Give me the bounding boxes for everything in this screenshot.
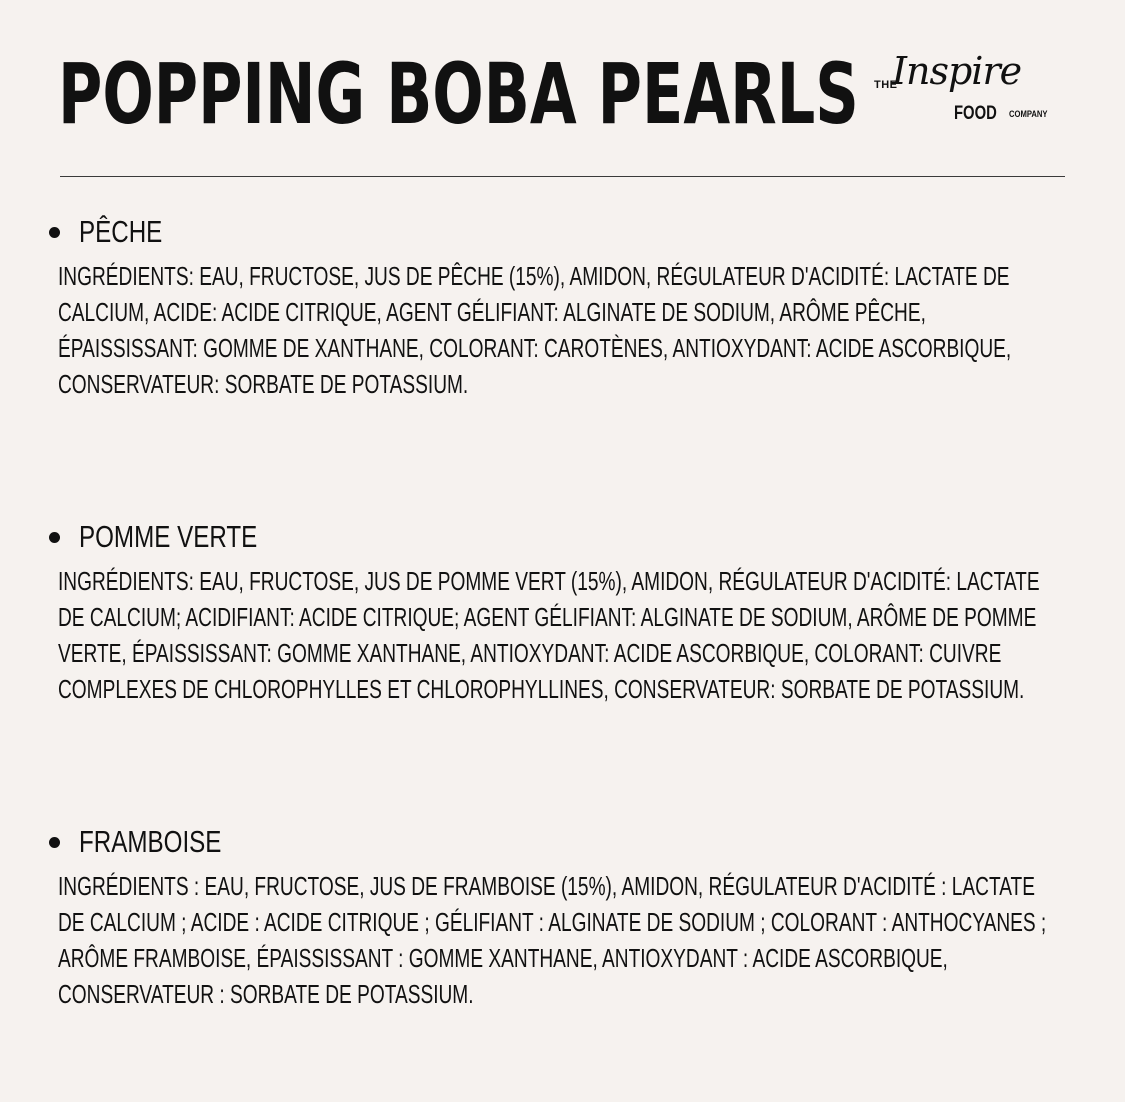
bullet-icon [49, 227, 60, 238]
ingredients-line: DE CALCIUM; ACIDIFIANT: ACIDE CITRIQUE; AGENT GÉLIFIANT: ALGINATE DE SODIUM, ARÔME DE POMME [58, 602, 1037, 632]
ingredients-line: INGRÉDIENTS : EAU, FRUCTOSE, JUS DE FRAMBOISE (15%), AMIDON, RÉGULATEUR D'ACIDITÉ : LACTATE [58, 871, 1035, 901]
brand-logo [870, 49, 1070, 132]
ingredients-line: COMPLEXES DE CHLOROPHYLLES ET CHLOROPHYLLINES, CONSERVATEUR: SORBATE DE POTASSIUM. [58, 674, 1025, 704]
section-heading: FRAMBOISE [79, 824, 222, 859]
bullet-icon [49, 532, 60, 543]
header-divider [60, 176, 1065, 177]
section-heading: PÊCHE [79, 214, 163, 249]
ingredients-line: DE CALCIUM ; ACIDE : ACIDE CITRIQUE ; GÉLIFIANT : ALGINATE DE SODIUM ; COLORANT : ANTHOCYANES ; [58, 907, 1047, 937]
ingredients-text [58, 563, 1125, 707]
section-heading: POMME VERTE [79, 519, 258, 554]
ingredients-line: INGRÉDIENTS: EAU, FRUCTOSE, JUS DE PÊCHE (15%), AMIDON, RÉGULATEUR D'ACIDITÉ: LACTATE DE [58, 261, 1010, 291]
logo-food-text: FOOD [954, 103, 997, 124]
ingredients-line: ARÔME FRAMBOISE, ÉPAISSISSANT : GOMME XANTHANE, ANTIOXYDANT : ACIDE ASCORBIQUE, [58, 943, 948, 973]
logo-the-text: THE [874, 79, 898, 91]
ingredients-text [58, 258, 1125, 402]
ingredients-text [58, 868, 1125, 1012]
bullet-icon [49, 837, 60, 848]
ingredients-line: ÉPAISSISSANT: GOMME DE XANTHANE, COLORANT: CAROTÈNES, ANTIOXYDANT: ACIDE ASCORBIQUE, [58, 333, 1012, 363]
page-title: POPPING BOBA PEARLS [58, 45, 859, 143]
logo-inspire-text: Inspire [892, 49, 1022, 93]
ingredients-line: CALCIUM, ACIDE: ACIDE CITRIQUE, AGENT GÉLIFIANT: ALGINATE DE SODIUM, ARÔME PÊCHE, [58, 297, 926, 327]
logo-company-text: COMPANY [1009, 109, 1048, 119]
ingredients-line: CONSERVATEUR: SORBATE DE POTASSIUM. [58, 369, 469, 399]
ingredients-line: INGRÉDIENTS: EAU, FRUCTOSE, JUS DE POMME VERT (15%), AMIDON, RÉGULATEUR D'ACIDITÉ: LACTATE [58, 566, 1040, 596]
ingredients-line: CONSERVATEUR : SORBATE DE POTASSIUM. [58, 979, 474, 1009]
ingredients-line: VERTE, ÉPAISSISSANT: GOMME XANTHANE, ANTIOXYDANT: ACIDE ASCORBIQUE, COLORANT: CUIVRE [58, 638, 1002, 668]
